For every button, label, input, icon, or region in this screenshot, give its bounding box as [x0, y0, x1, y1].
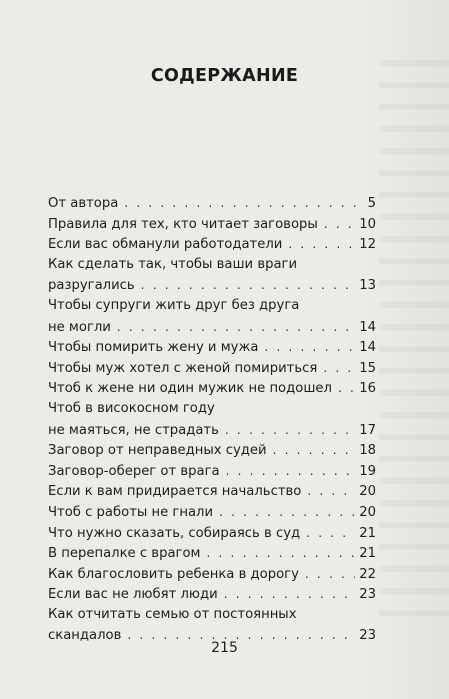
- toc-entry: [48, 399, 376, 440]
- dot-leader: [305, 564, 355, 585]
- toc-entry-page: 18: [359, 443, 376, 459]
- toc-entry-line: [48, 605, 376, 626]
- toc-entry-last-line: [48, 543, 376, 564]
- toc-entry-last-line: [48, 564, 376, 585]
- toc-entry: [48, 502, 376, 523]
- toc-entry-title: разругались: [48, 278, 135, 294]
- toc-entry: [48, 378, 376, 399]
- toc-entry-title: Если к вам придирается начальство: [48, 484, 302, 500]
- toc-entry-page: 10: [359, 216, 376, 232]
- toc-entry-title: Чтобы супруги жить друг без друга: [48, 297, 300, 313]
- toc-entry-last-line: [48, 358, 376, 379]
- toc-entry-page: 22: [359, 566, 376, 582]
- toc-entry-last-line: [48, 502, 376, 523]
- toc-entry: [48, 523, 376, 544]
- toc-entry-last-line: [48, 214, 376, 235]
- toc-entry: [48, 234, 376, 255]
- toc-entry-page: 15: [359, 360, 376, 376]
- toc-entry-title: Чтобы муж хотел с женой помириться: [48, 360, 318, 376]
- toc-entry-title: От автора: [48, 196, 119, 211]
- toc-entry-title: Чтоб с работы не гнали: [48, 504, 214, 520]
- dot-leader: [273, 440, 356, 461]
- toc-entry: [48, 564, 376, 585]
- toc-entry-page: 23: [359, 628, 376, 644]
- toc-entry-last-line: [48, 337, 376, 358]
- toc-entry-last-line: [48, 461, 376, 482]
- toc-entry-page: 14: [359, 340, 376, 356]
- toc-entry: [48, 481, 376, 502]
- toc-entry-title: Чтоб к жене ни один мужик не подошел: [48, 381, 332, 397]
- toc-entry: [48, 214, 376, 235]
- toc-entry-line: [48, 399, 376, 420]
- toc-entry: [48, 543, 376, 564]
- dot-leader: [219, 502, 355, 523]
- dot-leader: [124, 193, 358, 214]
- toc-entry-title: Что нужно сказать, собираясь в суд: [48, 525, 301, 541]
- toc-entry-last-line: [48, 523, 376, 544]
- toc-entry-line: [48, 255, 376, 276]
- toc-entry-title: Заговор-оберег от врага: [48, 463, 220, 479]
- toc-entry: [48, 337, 376, 358]
- dot-leader: [206, 543, 355, 564]
- dot-leader: [141, 275, 356, 296]
- dot-leader: [323, 358, 355, 379]
- toc-entry-page: 14: [359, 319, 376, 335]
- toc-entry-last-line: [48, 481, 376, 502]
- toc-entry-title: Как сделать так, чтобы ваши враги: [48, 256, 298, 272]
- dot-leader: [117, 317, 355, 338]
- dot-leader: [338, 378, 355, 399]
- toc-entry-page: 13: [359, 278, 376, 294]
- toc-entry-last-line: [48, 440, 376, 461]
- toc-entry: [48, 358, 376, 379]
- dot-leader: [307, 481, 355, 502]
- toc-entry-title: скандалов: [48, 628, 122, 644]
- toc-entry-last-line: [48, 234, 376, 255]
- dot-leader: [224, 584, 356, 605]
- toc-entry-page: 19: [359, 463, 376, 479]
- toc-entry-page: 23: [359, 587, 376, 603]
- toc-entry-title: не могли: [48, 319, 111, 335]
- toc-entry-title: Если вас не любят люди: [48, 587, 218, 603]
- dot-leader: [324, 214, 355, 235]
- toc-entry-line: [48, 296, 376, 317]
- bleed-through-texture: [379, 60, 449, 630]
- toc-entry: [48, 584, 376, 605]
- toc-entry: [48, 193, 376, 214]
- toc-entry-title: Если вас обманули работодатели: [48, 237, 283, 253]
- dot-leader: [226, 461, 356, 482]
- toc-entry-last-line: [48, 193, 376, 214]
- toc-entry: [48, 440, 376, 461]
- toc-entry-title: Как отчитать семью от постоянных: [48, 606, 297, 622]
- toc-entry-page: 21: [359, 546, 376, 562]
- dot-leader: [306, 523, 355, 544]
- table-of-contents: [48, 193, 376, 646]
- toc-entry: [48, 296, 376, 337]
- toc-entry-last-line: [48, 584, 376, 605]
- page-title: СОДЕРЖАНИЕ: [150, 66, 299, 86]
- toc-entry-title: Правила для тех, кто читает заговоры: [48, 216, 318, 232]
- toc-entry-last-line: [48, 378, 376, 399]
- toc-entry-title: Заговор от неправедных судей: [48, 443, 267, 459]
- toc-entry: [48, 461, 376, 482]
- toc-entry-last-line: [48, 275, 376, 296]
- toc-entry-page: 20: [359, 484, 376, 500]
- toc-entry-last-line: [48, 420, 376, 441]
- toc-entry-title: В перепалке с врагом: [48, 546, 201, 562]
- toc-entry-page: 21: [359, 525, 376, 541]
- toc-entry-page: 20: [359, 504, 376, 520]
- toc-entry: [48, 255, 376, 296]
- toc-entry-page: 16: [359, 381, 376, 397]
- toc-entry-last-line: [48, 317, 376, 338]
- dot-leader: [288, 234, 355, 255]
- toc-entry-title: Как благословить ребенка в дорогу: [48, 566, 299, 582]
- toc-entry-page: 17: [359, 422, 376, 438]
- toc-entry-title: Чтоб в високосном году: [48, 400, 215, 416]
- dot-leader: [225, 420, 355, 441]
- toc-entry-page: 12: [359, 237, 376, 253]
- page-number: 215: [211, 640, 238, 656]
- toc-entry-title: Чтобы помирить жену и мужа: [48, 340, 259, 356]
- toc-entry-page: 5: [367, 196, 376, 211]
- dot-leader: [264, 337, 355, 358]
- toc-entry-title: не маяться, не страдать: [48, 422, 219, 438]
